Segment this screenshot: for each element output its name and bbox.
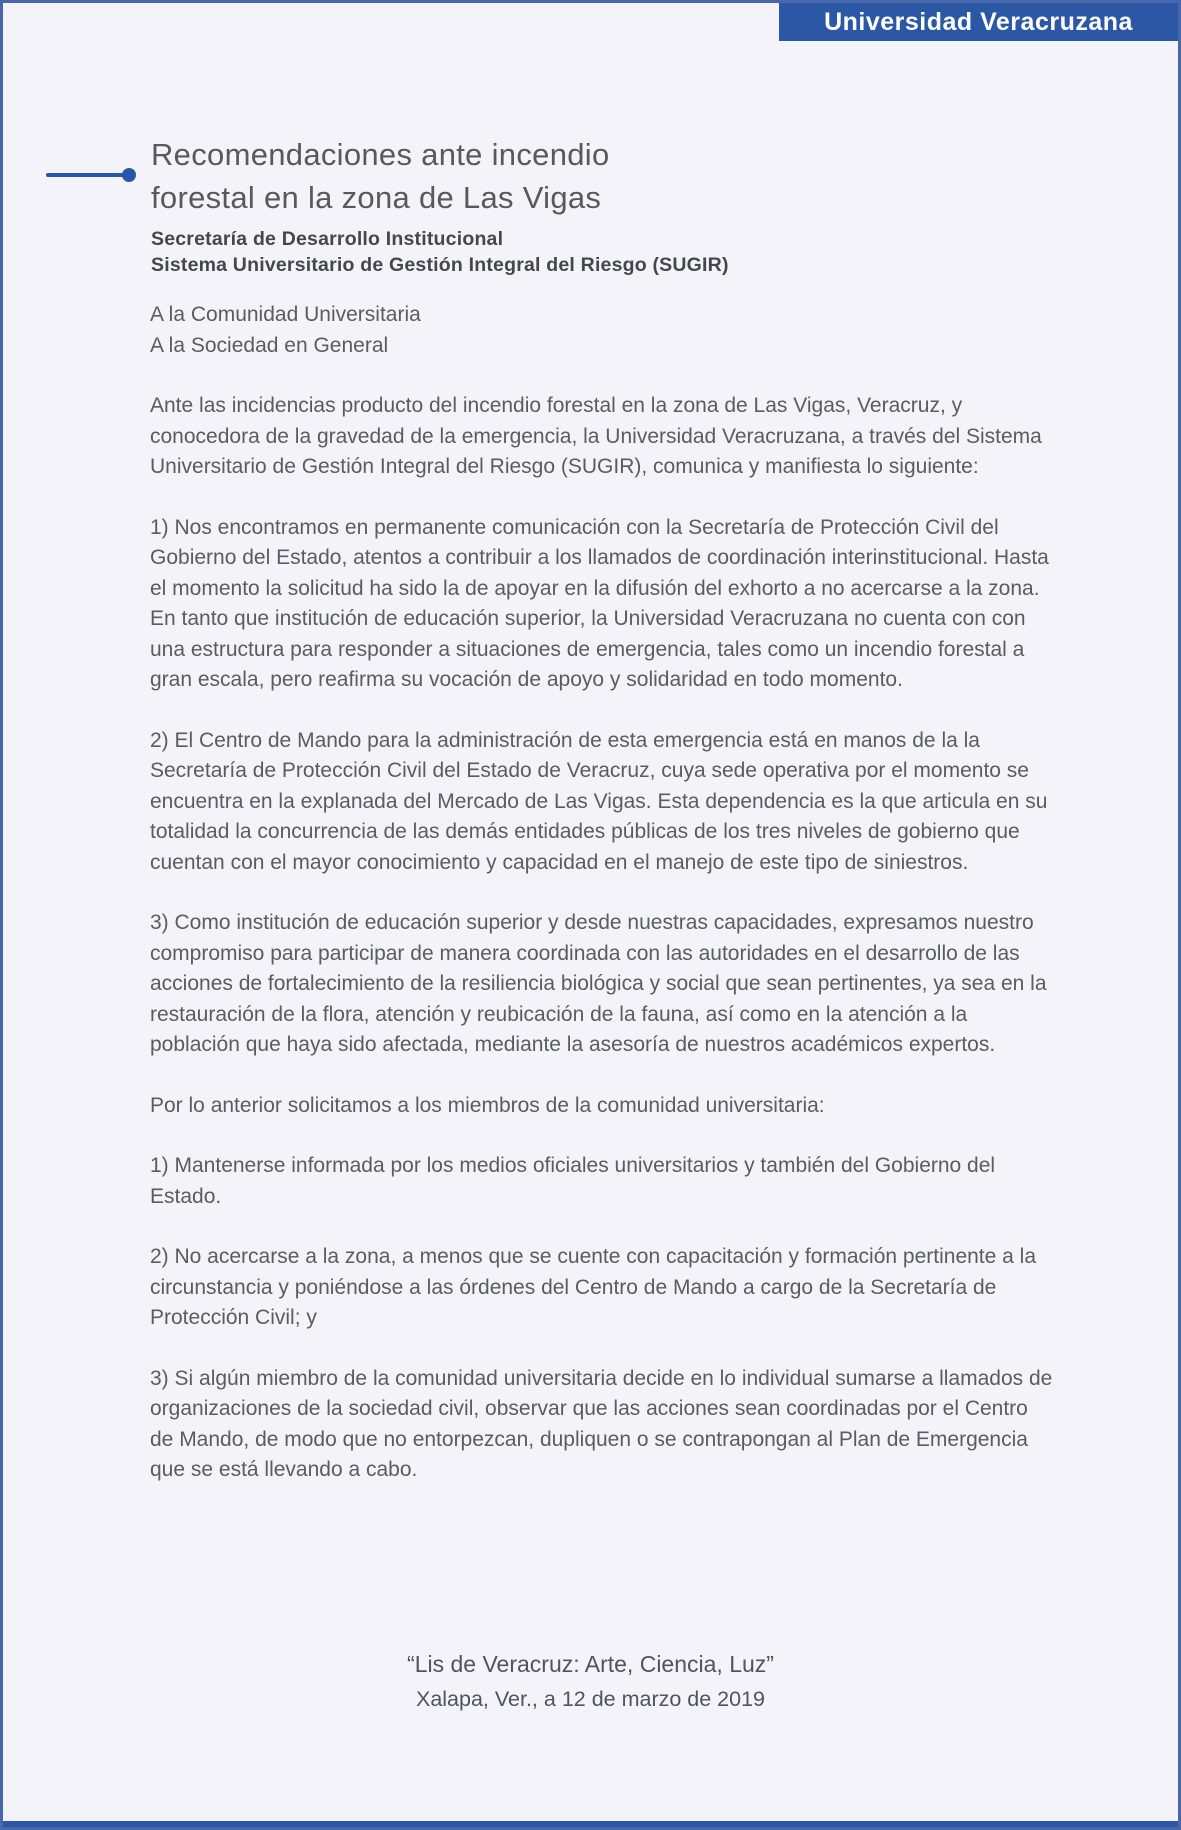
document-body — [150, 300, 1053, 1516]
body-paragraph: Ante las incidencias producto del incendio forestal en la zona de Las Vigas, Veracruz, y conocedora de la gravedad de la emergencia, la Universidad Veracruzana, a través del Sistema Universitario de Gestión Integral del Riesgo (SUGIR), comunica y manifiesta lo siguiente: — [150, 394, 1042, 478]
body-paragraph: 3) Como institución de educación superior y desde nuestras capacidades, expresamos nuestro compromiso para participar de manera coordinada con las autoridades en el desarrollo de las acciones de fortalecimiento de la resiliencia biológica y social que sean pertinentes, ya sea en la restauración de la flora, atención y reubicación de la fauna, así como en la atención a la población que haya sido afectada, mediante la asesoría de nuestros académicos expertos. — [150, 911, 1047, 1056]
footer-motto: “Lis de Veracruz: Arte, Ciencia, Luz” — [407, 1651, 774, 1677]
salutation-line: A la Sociedad en General — [150, 333, 389, 357]
title-accent-line — [46, 173, 124, 177]
salutation-line: A la Comunidad Universitaria — [150, 303, 421, 326]
bottom-accent-bar — [3, 1821, 1178, 1827]
subtitle-block — [151, 226, 1071, 278]
page-title-line2: forestal en la zona de Las Vigas — [151, 180, 602, 215]
brand-title: Universidad Veracruzana — [824, 7, 1133, 36]
title-block — [151, 133, 1071, 278]
body-paragraph: 1) Nos encontramos en permanente comunicación con la Secretaría de Protección Civil del Gobierno del Estado, atentos a contribuir a los llamados de coordinación interinstitucional. Hasta el momento la solicitud ha sido la de apoyar en la difusión del exhorto a no acercarse a la zona. En tanto que institución de educación superior, la Universidad Veracruzana no cuenta con con una estructura para responder a situaciones de emergencia, tales como un incendio forestal a gran escala, pero reafirma su vocación de apoyo y solidaridad en todo momento. — [150, 515, 1049, 691]
title-bullet-icon — [122, 168, 136, 182]
salutation-block — [150, 300, 1053, 361]
subtitle-line2: Sistema Universitario de Gestión Integral del Riesgo (SUGIR) — [151, 254, 729, 276]
body-paragraph: 3) Si algún miembro de la comunidad universitaria decide en lo individual sumarse a llamados de organizaciones de la sociedad civil, observar que las acciones sean coordinadas por el Centro de Mando, de modo que no entorpezcan, dupliquen o se contrapongan al Plan de Emergencia que se está llevando a cabo. — [150, 1366, 1053, 1481]
page-footer — [3, 1648, 1178, 1714]
subtitle-line1: Secretaría de Desarrollo Institucional — [151, 228, 504, 250]
body-paragraph: 2) El Centro de Mando para la administración de esta emergencia está en manos de la la Secretaría de Protección Civil del Estado de Veracruz, cuya sede operativa por el momento se encuentra en la explanada del Mercado de Las Vigas. Esta dependencia es la que articula en su totalidad la concurrencia de las demás entidades públicas de los tres niveles de gobierno que cuentan con el mayor conocimiento y capacidad en el manejo de este tipo de siniestros. — [150, 728, 1048, 874]
footer-dateline: Xalapa, Ver., a 12 de marzo de 2019 — [415, 1687, 766, 1711]
page-title-line1: Recomendaciones ante incendio — [151, 137, 610, 172]
body-paragraph: 1) Mantenerse informada por los medios oficiales universitarios y también del Gobierno del Estado. — [150, 1154, 996, 1208]
body-paragraph: Por lo anterior solicitamos a los miembros de la comunidad universitaria: — [150, 1093, 825, 1117]
body-paragraph: 2) No acercarse a la zona, a menos que se cuente con capacitación y formación pertinente a la circunstancia y poniéndose a las órdenes del Centro de Mando a cargo de la Secretaría de Protección Civil; y — [150, 1245, 1037, 1329]
brand-bar — [779, 3, 1178, 41]
